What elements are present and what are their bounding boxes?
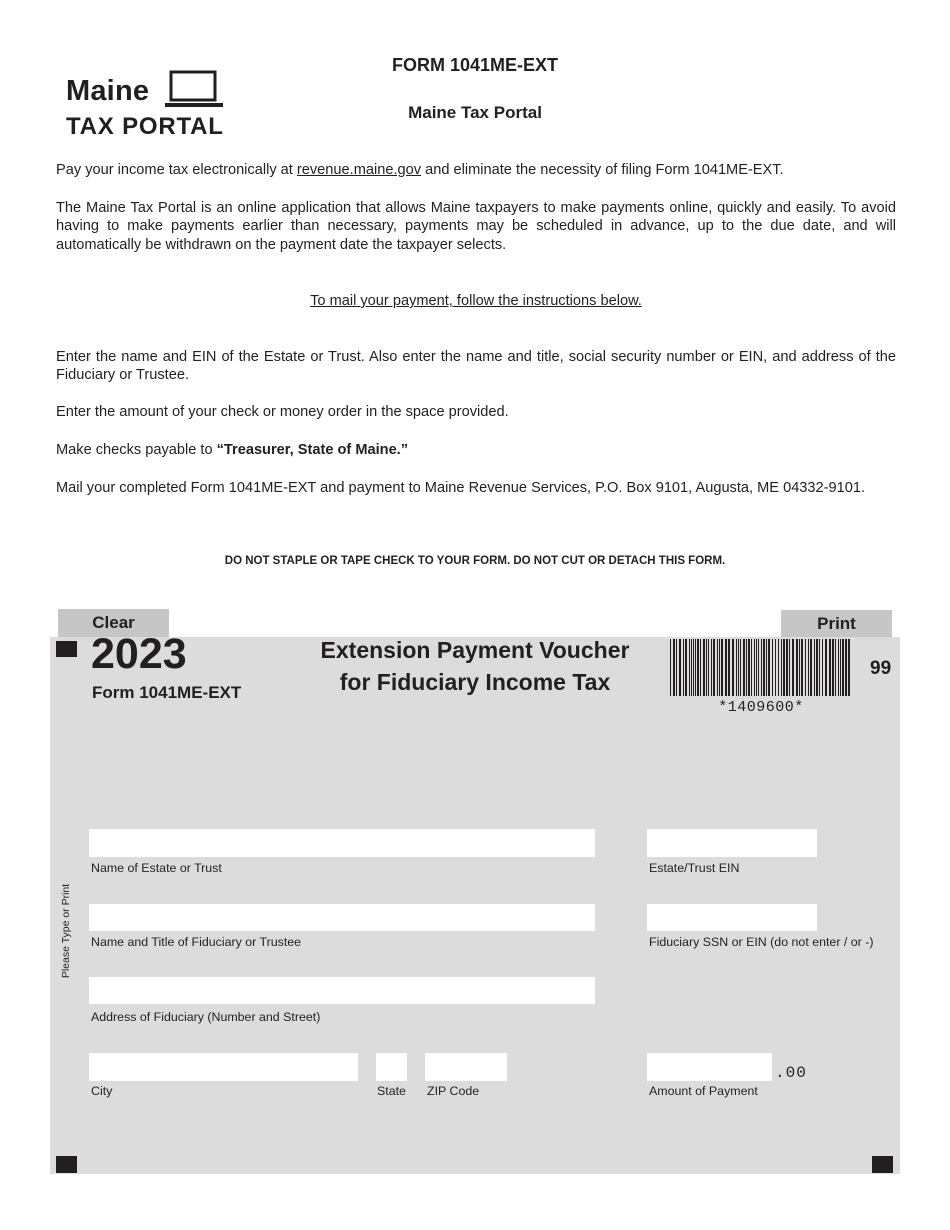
staple-warning: DO NOT STAPLE OR TAPE CHECK TO YOUR FORM. DO NOT CUT OR DETACH THIS FORM. <box>224 555 726 567</box>
barcode-bar <box>761 639 762 696</box>
barcode-bar <box>725 639 727 696</box>
barcode-bar <box>691 639 692 696</box>
logo-tax-portal-text: TAX PORTAL <box>66 113 224 140</box>
barcode-bar <box>711 639 712 696</box>
estate-ein-label: Estate/Trust EIN <box>649 861 740 875</box>
barcode-bar <box>842 639 844 696</box>
barcode-bar <box>816 639 818 696</box>
barcode-bar <box>840 639 841 696</box>
address-label: Address of Fiduciary (Number and Street) <box>91 1010 321 1024</box>
barcode-bar <box>700 639 701 696</box>
barcode-bar <box>679 639 681 696</box>
barcode-bar <box>808 639 809 696</box>
barcode-bar <box>786 639 788 696</box>
barcode-bar <box>751 639 752 696</box>
barcode-bar <box>748 639 750 696</box>
barcode-bar <box>789 639 790 696</box>
estate-ein-input[interactable] <box>647 829 817 857</box>
amount-input[interactable] <box>647 1053 772 1081</box>
barcode-bar <box>822 639 823 696</box>
barcode-bar <box>732 639 734 696</box>
tax-year: 2023 <box>91 630 187 678</box>
city-input[interactable] <box>89 1053 358 1081</box>
print-button[interactable]: Print <box>781 610 892 637</box>
barcode-bar <box>685 639 687 696</box>
barcode-bar <box>717 639 718 696</box>
fiduciary-id-input[interactable] <box>647 904 817 931</box>
barcode-bar <box>673 639 675 696</box>
barcode-bar <box>713 639 715 696</box>
form-code: 99 <box>870 658 892 679</box>
amount-cents: .00 <box>775 1064 807 1082</box>
instruction-names: Enter the name and EIN of the Estate or Trust. Also enter the name and title, social security number or EIN, and address of the Fiduciary or Trustee. <box>56 349 896 384</box>
barcode-bar <box>835 639 836 696</box>
barcode-bar <box>772 639 773 696</box>
barcode-bar <box>845 639 847 696</box>
state-input[interactable] <box>376 1053 407 1081</box>
barcode-bar <box>829 639 831 696</box>
intro-paragraph-2: The Maine Tax Portal is an online application that allows Maine taxpayers to make payments online, quickly and easily. To avoid having to make payments earlier than necessary, payments may be scheduled in advance, up to the due date, and will automatically be withdrawn on the payment date the taxpayer selects. <box>56 200 896 253</box>
address-input[interactable] <box>89 977 595 1004</box>
barcode-bar <box>778 639 779 696</box>
barcode-bar <box>721 639 723 696</box>
registration-mark-bottom-right <box>872 1156 893 1173</box>
fiduciary-name-input[interactable] <box>89 904 595 931</box>
barcode-bar <box>848 639 850 696</box>
barcode-bar <box>792 639 794 696</box>
type-or-print-label: Please Type or Print <box>60 883 72 979</box>
barcode-bar <box>838 639 839 696</box>
barcode-text: *1409600* <box>718 699 804 716</box>
barcode-bar <box>825 639 827 696</box>
estate-name-input[interactable] <box>89 829 595 857</box>
barcode-bar <box>743 639 745 696</box>
barcode <box>670 639 852 696</box>
voucher-form-number: Form 1041ME-EXT <box>92 683 242 702</box>
revenue-link[interactable]: revenue.maine.gov <box>296 162 422 178</box>
zip-input[interactable] <box>425 1053 507 1081</box>
clear-button[interactable]: Clear <box>58 609 169 637</box>
barcode-bar <box>783 639 785 696</box>
portal-title: Maine Tax Portal <box>408 103 542 122</box>
city-label: City <box>91 1084 113 1098</box>
barcode-bar <box>706 639 707 696</box>
state-label: State <box>377 1084 406 1098</box>
barcode-bar <box>810 639 812 696</box>
barcode-bar <box>708 639 709 696</box>
barcode-bar <box>670 639 671 696</box>
barcode-bar <box>703 639 705 696</box>
logo-maine-text: Maine <box>66 75 150 107</box>
barcode-bar <box>728 639 730 696</box>
mail-heading: To mail your payment, follow the instructions below. <box>310 293 642 309</box>
form-title: FORM 1041ME-EXT <box>391 55 559 75</box>
barcode-bar <box>695 639 696 696</box>
amount-label: Amount of Payment <box>649 1084 758 1098</box>
barcode-bar <box>756 639 757 696</box>
barcode-bar <box>796 639 798 696</box>
barcode-bar <box>689 639 690 696</box>
barcode-bar <box>801 639 803 696</box>
instruction-payable: Make checks payable to “Treasurer, State of Maine.” <box>56 442 409 458</box>
barcode-bar <box>768 639 770 696</box>
intro-paragraph-1: Pay your income tax electronically at revenue.maine.gov and eliminate the necessity of filing Form 1041ME-EXT. <box>56 162 784 178</box>
barcode-bar <box>697 639 699 696</box>
barcode-bar <box>814 639 815 696</box>
barcode-bar <box>819 639 820 696</box>
barcode-bar <box>740 639 741 696</box>
barcode-bar <box>683 639 684 696</box>
barcode-bar <box>758 639 759 696</box>
barcode-bar <box>775 639 776 696</box>
registration-mark-bottom-left <box>56 1156 77 1173</box>
registration-mark-top-left <box>56 641 77 657</box>
estate-name-label: Name of Estate or Trust <box>91 861 222 875</box>
barcode-bar <box>676 639 677 696</box>
barcode-bar <box>754 639 755 696</box>
fiduciary-name-label: Name and Title of Fiduciary or Trustee <box>91 935 302 949</box>
barcode-bar <box>766 639 767 696</box>
barcode-bar <box>799 639 800 696</box>
barcode-bar <box>738 639 739 696</box>
barcode-bar <box>693 639 694 696</box>
fiduciary-id-label: Fiduciary SSN or EIN (do not enter / or -) <box>649 935 874 949</box>
barcode-bar <box>746 639 747 696</box>
barcode-bar <box>781 639 782 696</box>
barcode-bar <box>832 639 834 696</box>
barcode-bar <box>805 639 806 696</box>
barcode-bar <box>719 639 720 696</box>
instruction-amount: Enter the amount of your check or money order in the space provided. <box>56 404 509 420</box>
barcode-bar <box>736 639 737 696</box>
instruction-mail-address: Mail your completed Form 1041ME-EXT and payment to Maine Revenue Services, P.O. Box 9101, Augusta, ME 04332-9101. <box>56 480 866 496</box>
voucher-title: Extension Payment Voucher for Fiduciary Income Tax <box>320 637 630 695</box>
zip-label: ZIP Code <box>427 1084 480 1098</box>
barcode-bar <box>763 639 765 696</box>
